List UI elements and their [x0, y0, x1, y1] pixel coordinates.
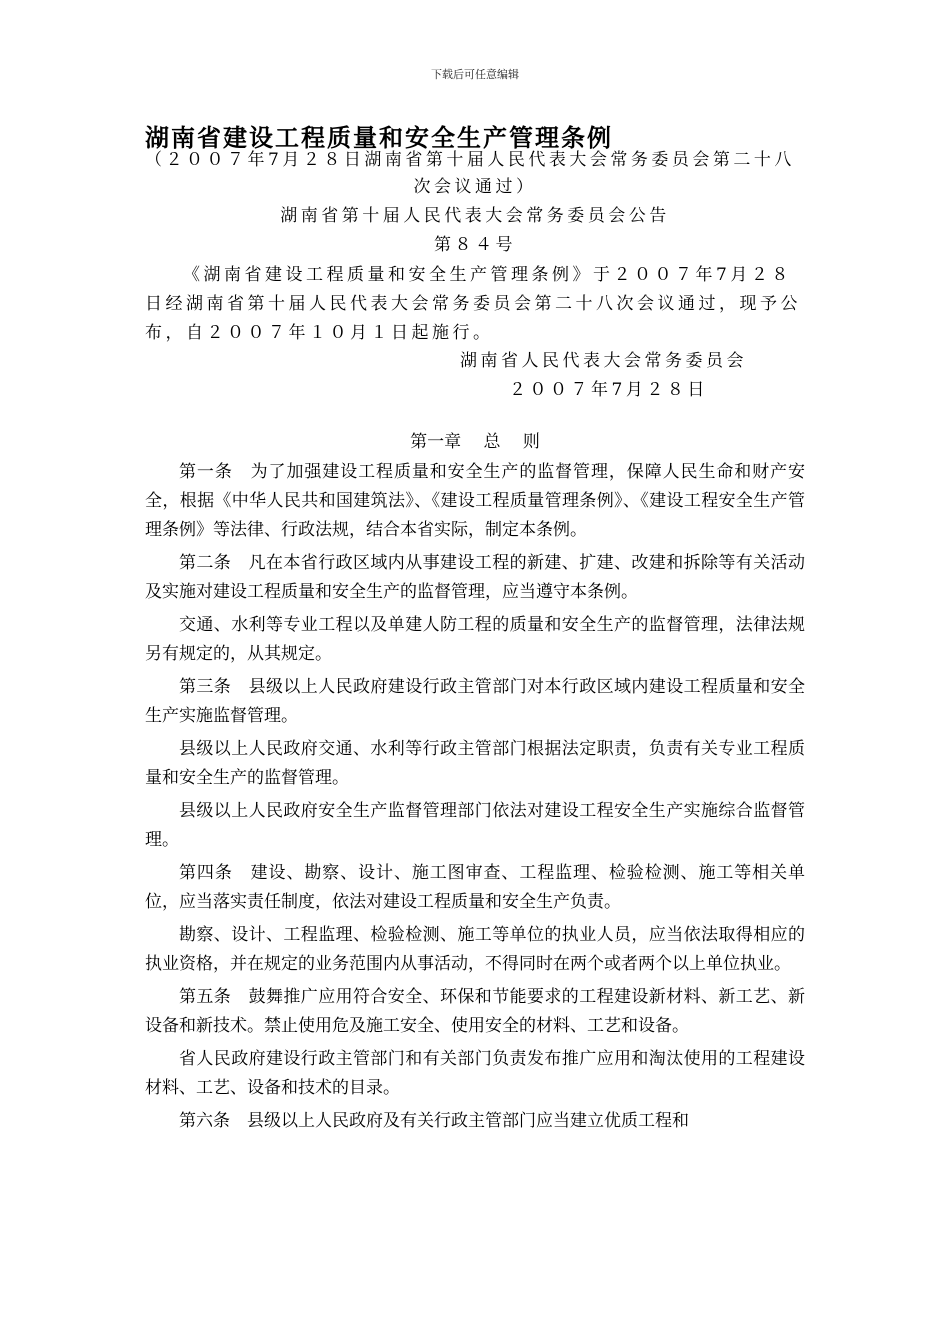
article-paragraph: 勘察、设计、工程监理、检验检测、施工等单位的执业人员，应当依法取得相应的执业资格，并在规定的业务范围内从事活动，不得同时在两个或者两个以上单位执业。	[145, 925, 805, 974]
article-paragraph: 第四条 建设、勘察、设计、施工图审查、工程监理、检验检测、施工等相关单位，应当落实责任制度，依法对建设工程质量和安全生产负责。	[145, 863, 805, 912]
announcement-line-2: 日经湖南省第十届人民代表大会常务委员会第二十八次会议通过，现予公	[145, 294, 801, 314]
header-note: 下载后可任意编辑	[431, 68, 519, 81]
article-paragraph: 第三条 县级以上人民政府建设行政主管部门对本行政区域内建设工程质量和安全生产实施监督管理。	[145, 677, 805, 726]
chapter-title: 第一章 总 则	[410, 432, 540, 452]
adoption-note-line-1: （２００７年7月２８日湖南省第十届人民代表大会常务委员会第二十八	[145, 150, 795, 170]
article-paragraph: 省人民政府建设行政主管部门和有关部门负责发布推广应用和淘汰使用的工程建设材料、工艺、设备和技术的目录。	[145, 1049, 805, 1098]
signature-date: ２００７年7月２８日	[509, 380, 708, 400]
announcement-line-1: 《湖南省建设工程质量和安全生产管理条例》于２００７年7月２８	[183, 265, 792, 285]
article-paragraph: 第六条 县级以上人民政府及有关行政主管部门应当建立优质工程和	[179, 1111, 689, 1131]
document-title: 湖南省建设工程质量和安全生产管理条例	[145, 124, 613, 152]
article-paragraph: 交通、水利等专业工程以及单建人防工程的质量和安全生产的监督管理，法律法规另有规定的，从其规定。	[145, 615, 805, 664]
article-paragraph: 第五条 鼓舞推广应用符合安全、环保和节能要求的工程建设新材料、新工艺、新设备和新技术。禁止使用危及施工安全、使用安全的材料、工艺和设备。	[145, 987, 805, 1036]
adoption-note-line-2: 次会议通过）	[413, 177, 537, 197]
signature-org: 湖南省人民代表大会常务委员会	[460, 351, 747, 371]
announcement-number: 第８４号	[434, 235, 516, 255]
article-paragraph: 县级以上人民政府交通、水利等行政主管部门根据法定职责，负责有关专业工程质量和安全生产的监督管理。	[145, 739, 805, 788]
article-paragraph: 第二条 凡在本省行政区域内从事建设工程的新建、扩建、改建和拆除等有关活动及实施对建设工程质量和安全生产的监督管理，应当遵守本条例。	[145, 553, 805, 602]
article-paragraph: 第一条 为了加强建设工程质量和安全生产的监督管理，保障人民生命和财产安全，根据《中华人民共和国建筑法》、《建设工程质量管理条例》、《建设工程安全生产管理条例》等法律、行政法规，结合本省实际，制定本条例。	[145, 462, 805, 540]
article-paragraph: 县级以上人民政府安全生产监督管理部门依法对建设工程安全生产实施综合监督管理。	[145, 801, 805, 850]
announcement-title: 湖南省第十届人民代表大会常务委员会公告	[280, 206, 670, 226]
article-body	[145, 458, 805, 1140]
announcement-line-3: 布，自２００７年１０月１日起施行。	[145, 323, 494, 343]
